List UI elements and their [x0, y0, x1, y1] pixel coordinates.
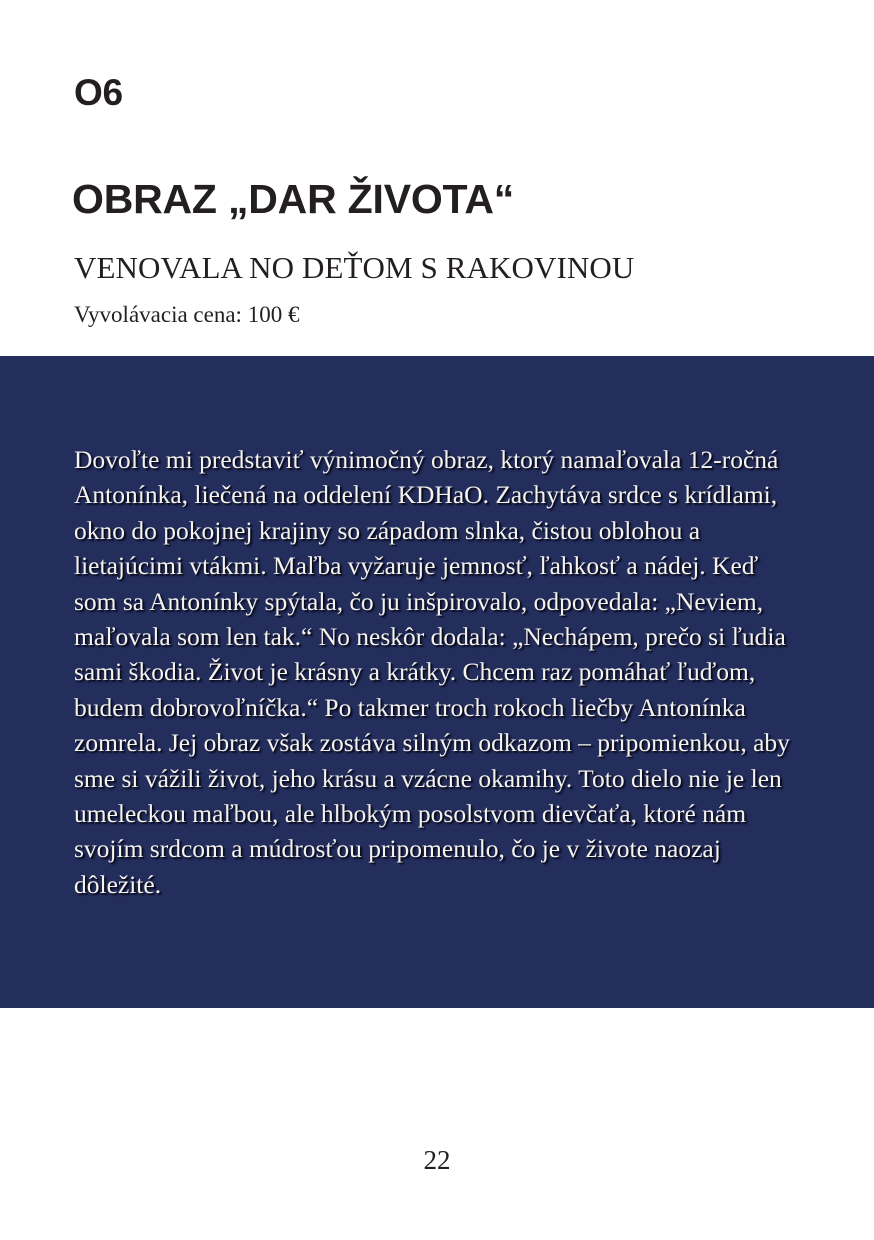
description-panel — [0, 356, 874, 1008]
lot-number: O6 — [74, 72, 123, 113]
description-panel-content — [74, 442, 800, 902]
description-text: Dovoľte mi predstaviť výnimočný obraz, ktorý namaľovala 12-ročná Antonínka, liečená na oddelení KDHaO. Zachytáva srdce s krídlami, okno do pokojnej krajiny so západom slnka, čistou oblohou a lietajúcimi vtákmi. Maľba vyžaruje jemnosť, ľahkosť a nádej. Keď som sa Antonínky spýtala, čo ju inšpirovalo, odpovedala: „Neviem, maľovala som len tak.“ No neskôr dodala: „Nechápem, prečo si ľudia sami škodia. Život je krásny a krátky. Chcem raz pomáhať ľuďom, budem dobrovoľníčka.“ Po takmer troch rokoch liečby Antonínka zomrela. Jej obraz však zostáva silným odkazom – pripomienkou, aby sme si vážili život, jeho krásu a vzácne okamihy. Toto dielo nie je len umeleckou maľbou, ale hlbokým posolstvom dievčaťa, ktoré nám svojím srdcom a múdrosťou pripomenulo, čo je v živote naozaj dôležité. — [74, 445, 790, 899]
page-number: 22 — [423, 1145, 451, 1175]
lot-header — [0, 0, 874, 356]
page-footer — [0, 1008, 874, 1240]
lot-subtitle: VENOVALA NO DEŤOM S RAKOVINOU — [74, 249, 635, 285]
starting-price: Vyvolávacia cena: 100 € — [74, 302, 300, 327]
page-title: OBRAZ „DAR ŽIVOTA“ — [72, 176, 515, 223]
